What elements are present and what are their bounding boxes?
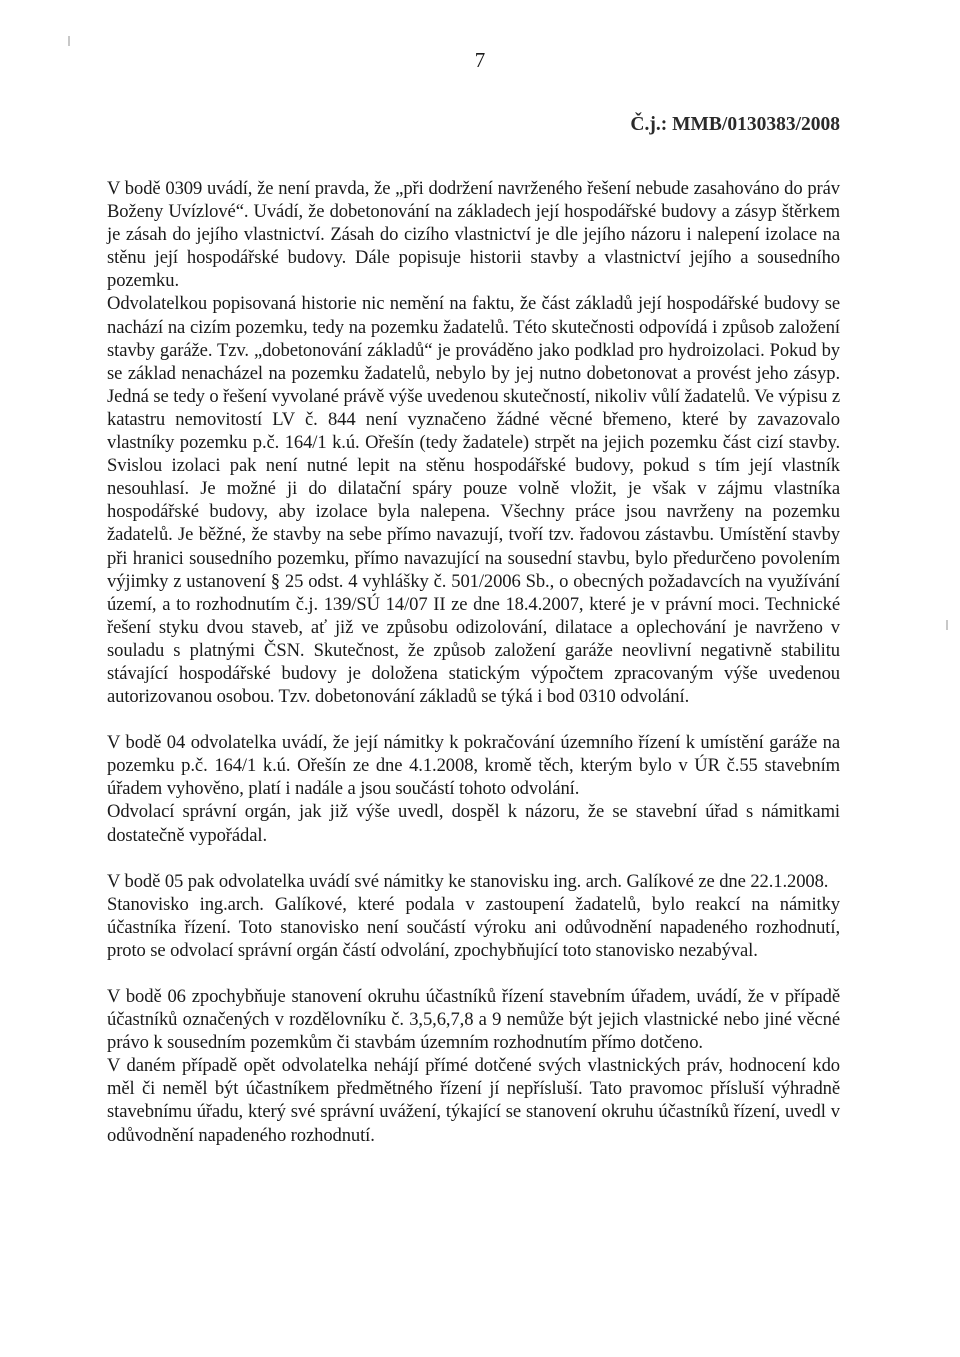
document-body: [107, 177, 840, 1147]
paragraph-response-05: Stanovisko ing.arch. Galíkové, které podala v zastoupení žadatelů, bylo reakcí na námitky účastníka řízení. Toto stanovisko není součástí výroku ani odůvodnění napadeného rozhodnutí, proto se odvolací správní orgán částí odvolání, zpochybňující toto stanovisko nezabýval.: [107, 893, 840, 961]
scan-mark: [946, 620, 948, 630]
paragraph-point-05: V bodě 05 pak odvolatelka uvádí své námitky ke stanovisku ing. arch. Galíkové ze dne 22.1.2008.: [107, 870, 829, 892]
page-number: 7: [474, 48, 486, 72]
paragraph-gap: [107, 847, 840, 870]
paragraph-gap: [107, 708, 840, 731]
scan-mark: [68, 36, 70, 46]
paragraph-point-06: V bodě 06 zpochybňuje stanovení okruhu účastníků řízení stavebním úřadem, uvádí, že v případě účastníků označených v rozdělovníku č. 3,5,6,7,8 a 9 nemůže být jejich vlastnické nebo jiné věcné právo k sousedním pozemkům či stavbám územním rozhodnutím přímo dotčeno.: [107, 986, 840, 1054]
paragraph-point-04: V bodě 04 odvolatelka uvádí, že její námitky k pokračování územního řízení k umístění garáže na pozemku p.č. 164/1 k.ú. Ořešín ze dne 4.1.2008, kromě těch, kterým bylo v ÚR č.55 stavebním úřadem vyhověno, platí i nadále a jsou součástí tohoto odvolání.: [107, 732, 840, 800]
paragraph-gap: [107, 962, 840, 985]
case-reference: Č.j.: MMB/0130383/2008: [630, 114, 840, 135]
paragraph-response-06: V daném případě opět odvolatelka nehájí přímé dotčené svých vlastnických práv, hodnocení kdo měl či neměl být účastníkem předmětného řízení jí nepřísluší. Tato pravomoc přísluší výhradně stavebnímu úřadu, který své správní uvážení, týkající se stanovení okruhu účastníků řízení, uvedl v odůvodnění napadeného rozhodnutí.: [107, 1055, 840, 1146]
paragraph-response-0309: Odvolatelkou popisovaná historie nic nemění na faktu, že část základů její hospodářské budovy se nachází na cizím pozemku, tedy na pozemku žadatelů. Této skutečnosti odpovídá i způsob založení stavby garáže. Tzv. „dobetonování základů“ je prováděno jako podklad pro hydroizolaci. Pokud by se základ nenacházel na pozemku žadatelů, nebylo by jej nutno dobetonovat a provést jeho zásyp. Jedná se tedy o řešení vyvolané právě výše uvedenou skutečností, nikoliv vůlí žadatelů. Ve výpisu z katastru nemovitostí LV č. 844 není vyznačeno žádné věcné břemeno, které by zavazovalo vlastníky pozemku p.č. 164/1 k.ú. Ořešín (tedy žadatele) strpět na jejich pozemku část cizí stavby. Svislou izolaci pak není nutné lepit na stěnu hospodářské budovy, pokud s tím její vlastník nesouhlasí. Je možné ji do dilatační spáry pouze volně vložit, je však v zájmu vlastníka hospodářské budovy, aby izolace byla nalepena. Všechny práce jsou navrženy na pozemku žadatelů. Je běžné, že stavby na sebe přímo navazují, tvoří tzv. řadovou zástavbu. Umístění stavby při hranici sousedního pozemku, přímo navazující na sousední stavbu, bylo předurčeno povolením výjimky z ustanovení § 25 odst. 4 vyhlášky č. 501/2006 Sb., o obecných požadavcích na využívání území, a to rozhodnutím č.j. 139/SÚ 14/07 II ze dne 18.4.2007, které je v právní moci. Technické řešení styku dvou staveb, ať již ve způsobu odizolování, dilatace a oplechování je navrženo v souladu s platnými ČSN. Skutečnost, že způsob založení garáže neovlivní negativně stabilitu stávající hospodářské budovy je doložena statickým výpočtem zpracovaným výše uvedenou autorizovanou osobou. Tzv. dobetonování základů se týká i bod 0310 odvolání.: [107, 293, 840, 708]
paragraph-response-04: Odvolací správní orgán, jak již výše uvedl, dospěl k názoru, že se stavební úřad s námitkami dostatečně vypořádal.: [107, 801, 840, 846]
paragraph-point-0309: V bodě 0309 uvádí, že není pravda, že „při dodržení navrženého řešení nebude zasahováno do práv Boženy Uvízlové“. Uvádí, že dobetonování na základech její hospodářské budovy a zásyp štěrkem je zásah do jejího vlastnictví. Zásah do cizího vlastnictví je dle jejího názoru i nalepení izolace na stěnu její hospodářské budovy. Dále popisuje historii stavby a vlastnictví jejího a sousedního pozemku.: [107, 178, 840, 292]
